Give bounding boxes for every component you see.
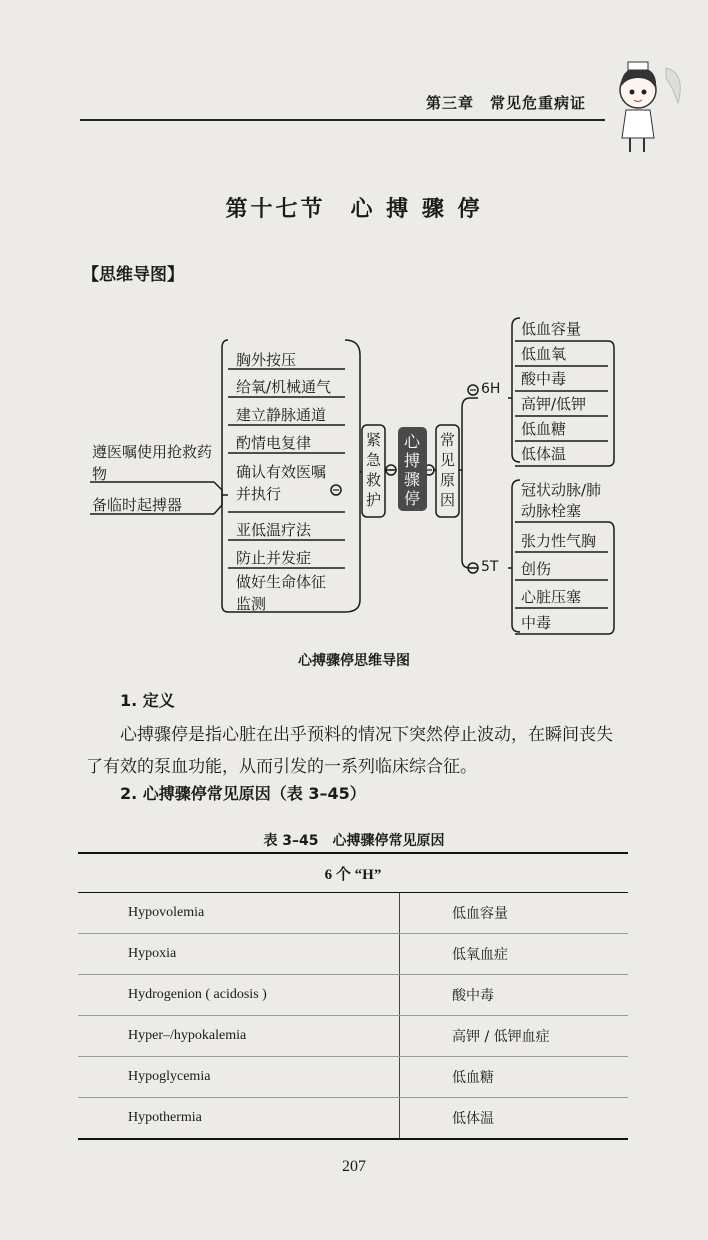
- emergency-care-node: 紧急救护: [366, 431, 382, 509]
- table-row: [78, 975, 628, 1016]
- table-caption: 表 3–45 心搏骤停常见原因: [263, 833, 445, 849]
- header-rule: [80, 119, 605, 121]
- left-item: 建立静脉通道: [236, 406, 327, 424]
- cause-zh: 低血容量: [400, 893, 629, 934]
- cause-en: Hydrogenion ( acidosis ): [78, 975, 400, 1016]
- definition-heading: 1. 定义: [120, 691, 175, 710]
- table-row: [78, 1016, 628, 1057]
- t-item: 张力性气胸: [521, 532, 597, 550]
- t-item: 心脏压塞: [521, 588, 582, 606]
- table-row: [78, 893, 628, 934]
- table-header: 6 个 “H”: [78, 853, 628, 893]
- cause-en: Hypothermia: [78, 1098, 400, 1140]
- mindmap-caption: 心搏骤停思维导图: [298, 653, 410, 669]
- mindmap-label: 【思维导图】: [82, 265, 184, 285]
- cause-zh: 高钾 / 低钾血症: [400, 1016, 629, 1057]
- sub-item: 备临时起搏器: [92, 496, 183, 514]
- sub-item: 遵医嘱使用抢救药物: [92, 443, 213, 483]
- left-item: 做好生命体征监测: [236, 573, 327, 613]
- t-item: 创伤: [521, 560, 552, 578]
- t-item: 冠状动脉/肺动脉栓塞: [521, 481, 602, 520]
- cause-zh: 低体温: [400, 1098, 629, 1140]
- left-item: 防止并发症: [236, 549, 312, 567]
- cause-en: Hyper–/hypokalemia: [78, 1016, 400, 1057]
- left-item: 给氧/机械通气: [236, 378, 332, 396]
- left-item: 确认有效医嘱并执行: [236, 463, 327, 503]
- causes-heading: 2. 心搏骤停常见原因（表 3–45）: [120, 784, 366, 803]
- left-item: 亚低温疗法: [236, 521, 312, 539]
- section-title: 第十七节 心 搏 骤 停: [225, 196, 483, 222]
- table-row: [78, 1057, 628, 1098]
- chapter-header: 第三章 常见危重病证: [426, 94, 587, 112]
- cause-zh: 酸中毒: [400, 975, 629, 1016]
- h-item: 低血糖: [521, 420, 567, 438]
- center-node: 心搏骤停: [404, 432, 421, 508]
- cause-en: Hypoglycemia: [78, 1057, 400, 1098]
- h-item: 酸中毒: [521, 370, 567, 388]
- table-row: [78, 934, 628, 975]
- common-causes-node: 常见原因: [440, 431, 456, 509]
- h-item: 低血氧: [521, 345, 567, 363]
- cause-zh: 低血糖: [400, 1057, 629, 1098]
- t-item: 中毒: [521, 614, 552, 632]
- h-item: 低体温: [521, 445, 567, 463]
- cause-en: Hypovolemia: [78, 893, 400, 934]
- h-group-label: 6H: [481, 381, 501, 397]
- t-group-label: 5T: [481, 559, 499, 575]
- causes-table: [78, 852, 628, 1140]
- left-item: 酌情电复律: [236, 434, 312, 452]
- nurse-mascot-icon: [608, 48, 688, 158]
- cause-en: Hypoxia: [78, 934, 400, 975]
- left-item: 胸外按压: [236, 351, 297, 369]
- h-item: 低血容量: [521, 320, 582, 338]
- page-number: 207: [342, 1158, 366, 1175]
- cause-zh: 低氧血症: [400, 934, 629, 975]
- h-item: 高钾/低钾: [521, 395, 587, 413]
- definition-text: 心搏骤停是指心脏在出乎预料的情况下突然停止波动，在瞬间丧失了有效的泵血功能，从而引发的一系列临床综合征。: [86, 725, 613, 777]
- table-row: [78, 1098, 628, 1140]
